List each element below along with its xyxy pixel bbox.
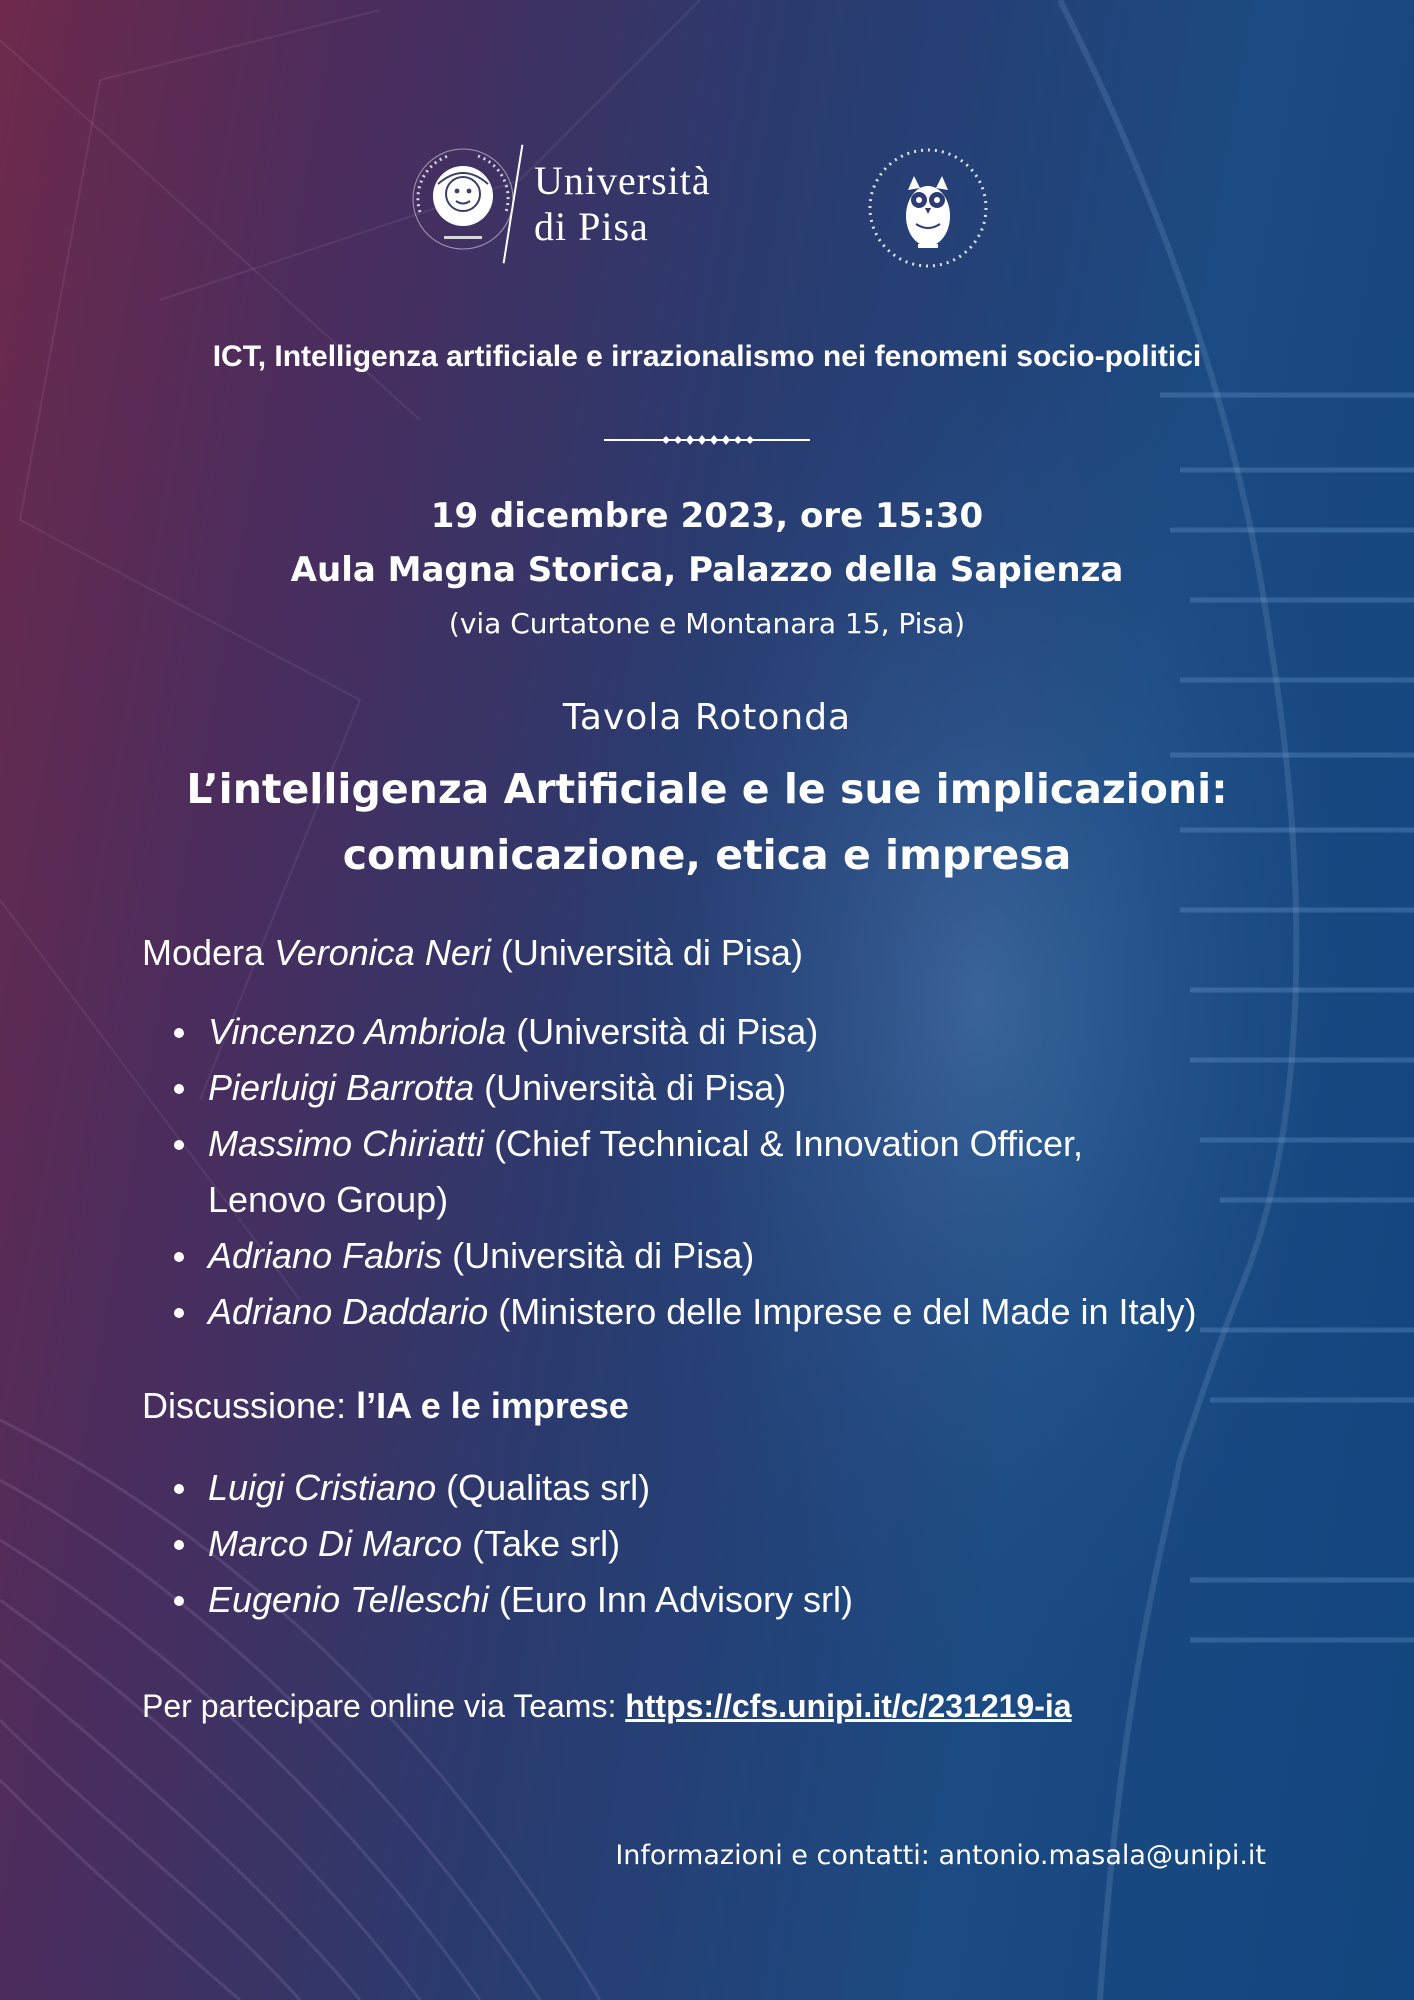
list-item — [142, 1572, 853, 1628]
speaker-name: Vincenzo Ambriola — [208, 1011, 507, 1052]
speaker-name: Adriano Daddario — [208, 1291, 489, 1332]
participant-affiliation: (Euro Inn Advisory srl) — [498, 1579, 854, 1620]
owl-icon — [860, 140, 996, 276]
logos-header — [0, 140, 1414, 270]
speaker-affiliation: (Università di Pisa) — [484, 1067, 787, 1108]
event-venue: Aula Magna Storica, Palazzo della Sapienza — [290, 550, 1124, 590]
speaker-affiliation-continued: Lenovo Group) — [208, 1179, 449, 1220]
university-wordmark — [534, 158, 711, 250]
department-logo — [860, 140, 996, 276]
roundtable-title — [0, 756, 1414, 888]
participant-name: Luigi Cristiano — [208, 1467, 437, 1508]
speaker-affiliation: (Università di Pisa) — [516, 1011, 819, 1052]
discussion-heading — [142, 1385, 629, 1427]
wordmark-line2: di Pisa — [534, 204, 649, 249]
discussion-participants-list — [142, 1460, 853, 1628]
list-item — [142, 1516, 853, 1572]
wordmark-line1: Università — [534, 158, 711, 203]
list-item — [142, 1060, 1197, 1116]
participant-name: Marco Di Marco — [208, 1523, 463, 1564]
moderator-affiliation: (Università di Pisa) — [500, 932, 803, 973]
list-item — [142, 1284, 1197, 1340]
roundtable-title-line2: comunicazione, etica e impresa — [342, 831, 1072, 879]
list-item — [142, 1228, 1197, 1284]
participant-affiliation: (Take srl) — [472, 1523, 621, 1564]
moderator-name: Veronica Neri — [274, 932, 491, 973]
speaker-name: Adriano Fabris — [208, 1235, 443, 1276]
speaker-name: Pierluigi Barrotta — [208, 1067, 475, 1108]
list-item — [142, 1004, 1197, 1060]
event-address: (via Curtatone e Montanara 15, Pisa) — [448, 607, 966, 640]
event-format: Tavola Rotonda — [562, 697, 852, 738]
university-of-pisa-logo — [408, 140, 758, 270]
speaker-affiliation: (Chief Technical & Innovation Officer, — [494, 1123, 1084, 1164]
speakers-list — [142, 1004, 1197, 1340]
speaker-affiliation: (Ministero delle Imprese e del Made in Italy) — [498, 1291, 1197, 1332]
contacts-info: Informazioni e contatti: antonio.masala@unipi.it — [615, 1840, 1266, 1871]
speaker-name: Massimo Chiriatti — [208, 1123, 485, 1164]
ornament-divider — [604, 432, 810, 448]
moderator — [142, 932, 803, 974]
roundtable-title-line1: L’intelligenza Artificiale e le sue implicazioni: — [186, 765, 1228, 813]
participant-affiliation: (Qualitas srl) — [446, 1467, 651, 1508]
speaker-affiliation: (Università di Pisa) — [452, 1235, 755, 1276]
discussion-topic: l’IA e le imprese — [356, 1385, 629, 1426]
series-title: ICT, Intelligenza artificiale e irrazionalismo nei fenomeni socio-politici — [212, 340, 1202, 373]
online-participation — [142, 1688, 1072, 1725]
university-seal-icon — [408, 144, 518, 254]
moderator-prefix: Modera — [142, 932, 265, 973]
online-prefix: Per partecipare online via Teams: — [142, 1688, 617, 1724]
event-date: 19 dicembre 2023, ore 15:30 — [430, 496, 984, 536]
list-item — [142, 1460, 853, 1516]
teams-link[interactable]: https://cfs.unipi.it/c/231219-ia — [625, 1688, 1072, 1724]
discussion-prefix: Discussione: — [142, 1385, 347, 1426]
participant-name: Eugenio Telleschi — [208, 1579, 489, 1620]
list-item — [142, 1116, 1197, 1228]
